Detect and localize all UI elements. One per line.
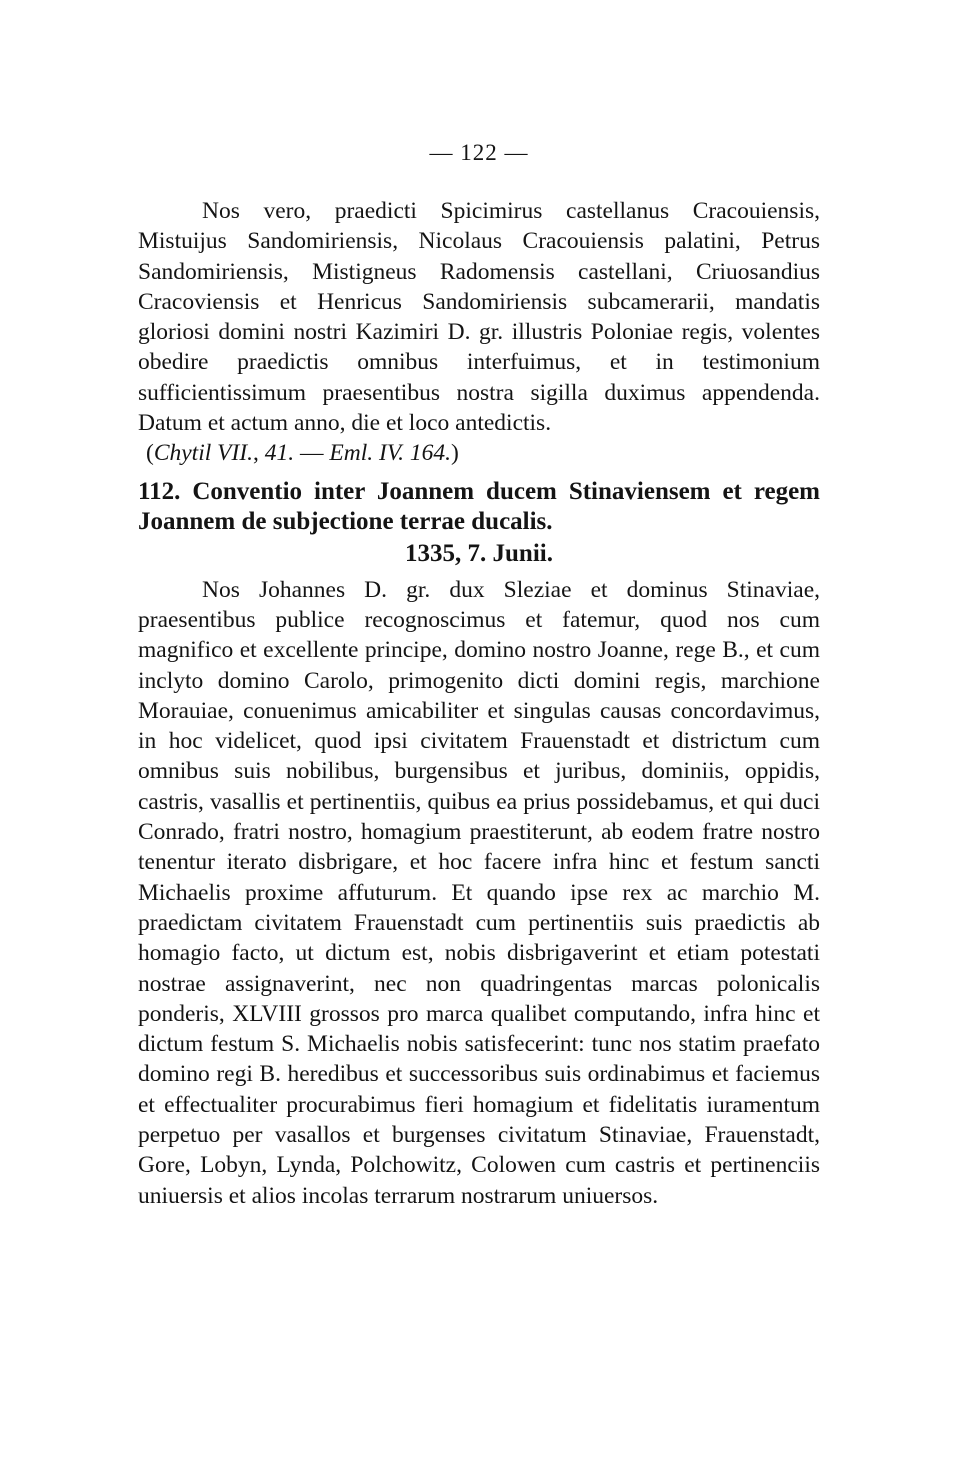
document-body: Nos Johannes D. gr. dux Sleziae et dominus Stinaviae, praesentibus publice recognoscimus et fatemur, quod nos cum magnifico et excellente principe, domino nostro Joanne, rege B., et cum inclyto domino Carolo, primogenito dicti domini regis, marchione Morauiae, conuenimus amicabiliter et singulas causas concordavimus, in hoc videlicet, quod ipsi civitatem Frauenstadt et districtum cum omnibus suis nobilibus, burgensibus et juribus, dominiis, oppidis, castris, vasallis et pertinentiis, quibus ea prius possidebamus, et qui duci Conrado, fratri nostro, homagium praestiterunt, ab eodem fratre nostro tenentur iterato disbrigare, et hoc facere infra hinc et festum sancti Michaelis proxime affuturum. Et quando ipse rex ac marchio M. praedictam civitatem Frauenstadt cum pertinentiis suis praedictis ab homagio facto, ut dictum est, nobis disbrigaverint et etiam potestati nostrae assignaverint, nec non quadringentas marcas polonicalis ponderis, XLVIII grossos pro marca qualibet computando, infra hinc et dictum festum S. Michaelis nobis satisfecerint: tunc nos statim praefato domino regi B. heredibus et successoribus suis ordinabimus et faciemus et effectualiter procurabimus fieri homagium et fidelitatis iuramentum perpetuo per vasallos et burgenses civitatum Stinaviae, Frauenstadt, Gore, Lobyn, Lynda, Polchowitz, Colowen cum castris et pertinenciis uniuersis et alios incolas terrarum nostrarum uniuersos.: [138, 576, 820, 1209]
page-number: — 122 —: [429, 140, 529, 165]
document-number: 112.: [138, 477, 181, 505]
citation-dash: —: [294, 440, 330, 467]
citation-sep-1: ,: [253, 440, 265, 467]
citation-close: ): [451, 440, 459, 467]
citation-page-1: 41.: [264, 440, 295, 467]
document-title: Conventio inter Joannem ducem Stinaviensem et regem Joannem de subjectione terrae ducalis.: [138, 477, 820, 535]
citation-source-1: Chytil VII.: [153, 440, 254, 467]
citation-page-2: 164.: [409, 440, 452, 467]
page: [138, 140, 820, 1211]
citation-source-2: Eml. IV.: [329, 440, 405, 467]
document-heading: [138, 477, 820, 537]
citation: [138, 438, 820, 468]
top-paragraph: Nos vero, praedicti Spicimirus castellanus Cracouiensis, Mistuijus Sandomiriensis, Nicolaus Cracouiensis palatini, Petrus Sandomiriensis, Mistigneus Radomensis castellani, Criuosandius Cracoviensis et Henricus Sandomiriensis subcamerarii, mandatis gloriosi domini nostri Kazimiri D. gr. illustris Poloniae regis, volentes obedire praedictis omnibus interfuimus, et in testimonium sufficientissimum praesentibus nostra sigilla duximus appendenda. Datum et actum anno, die et loco antedictis.: [138, 198, 820, 437]
citation-open: (: [146, 440, 154, 467]
document-date: 1335, 7. Junii.: [405, 539, 553, 567]
